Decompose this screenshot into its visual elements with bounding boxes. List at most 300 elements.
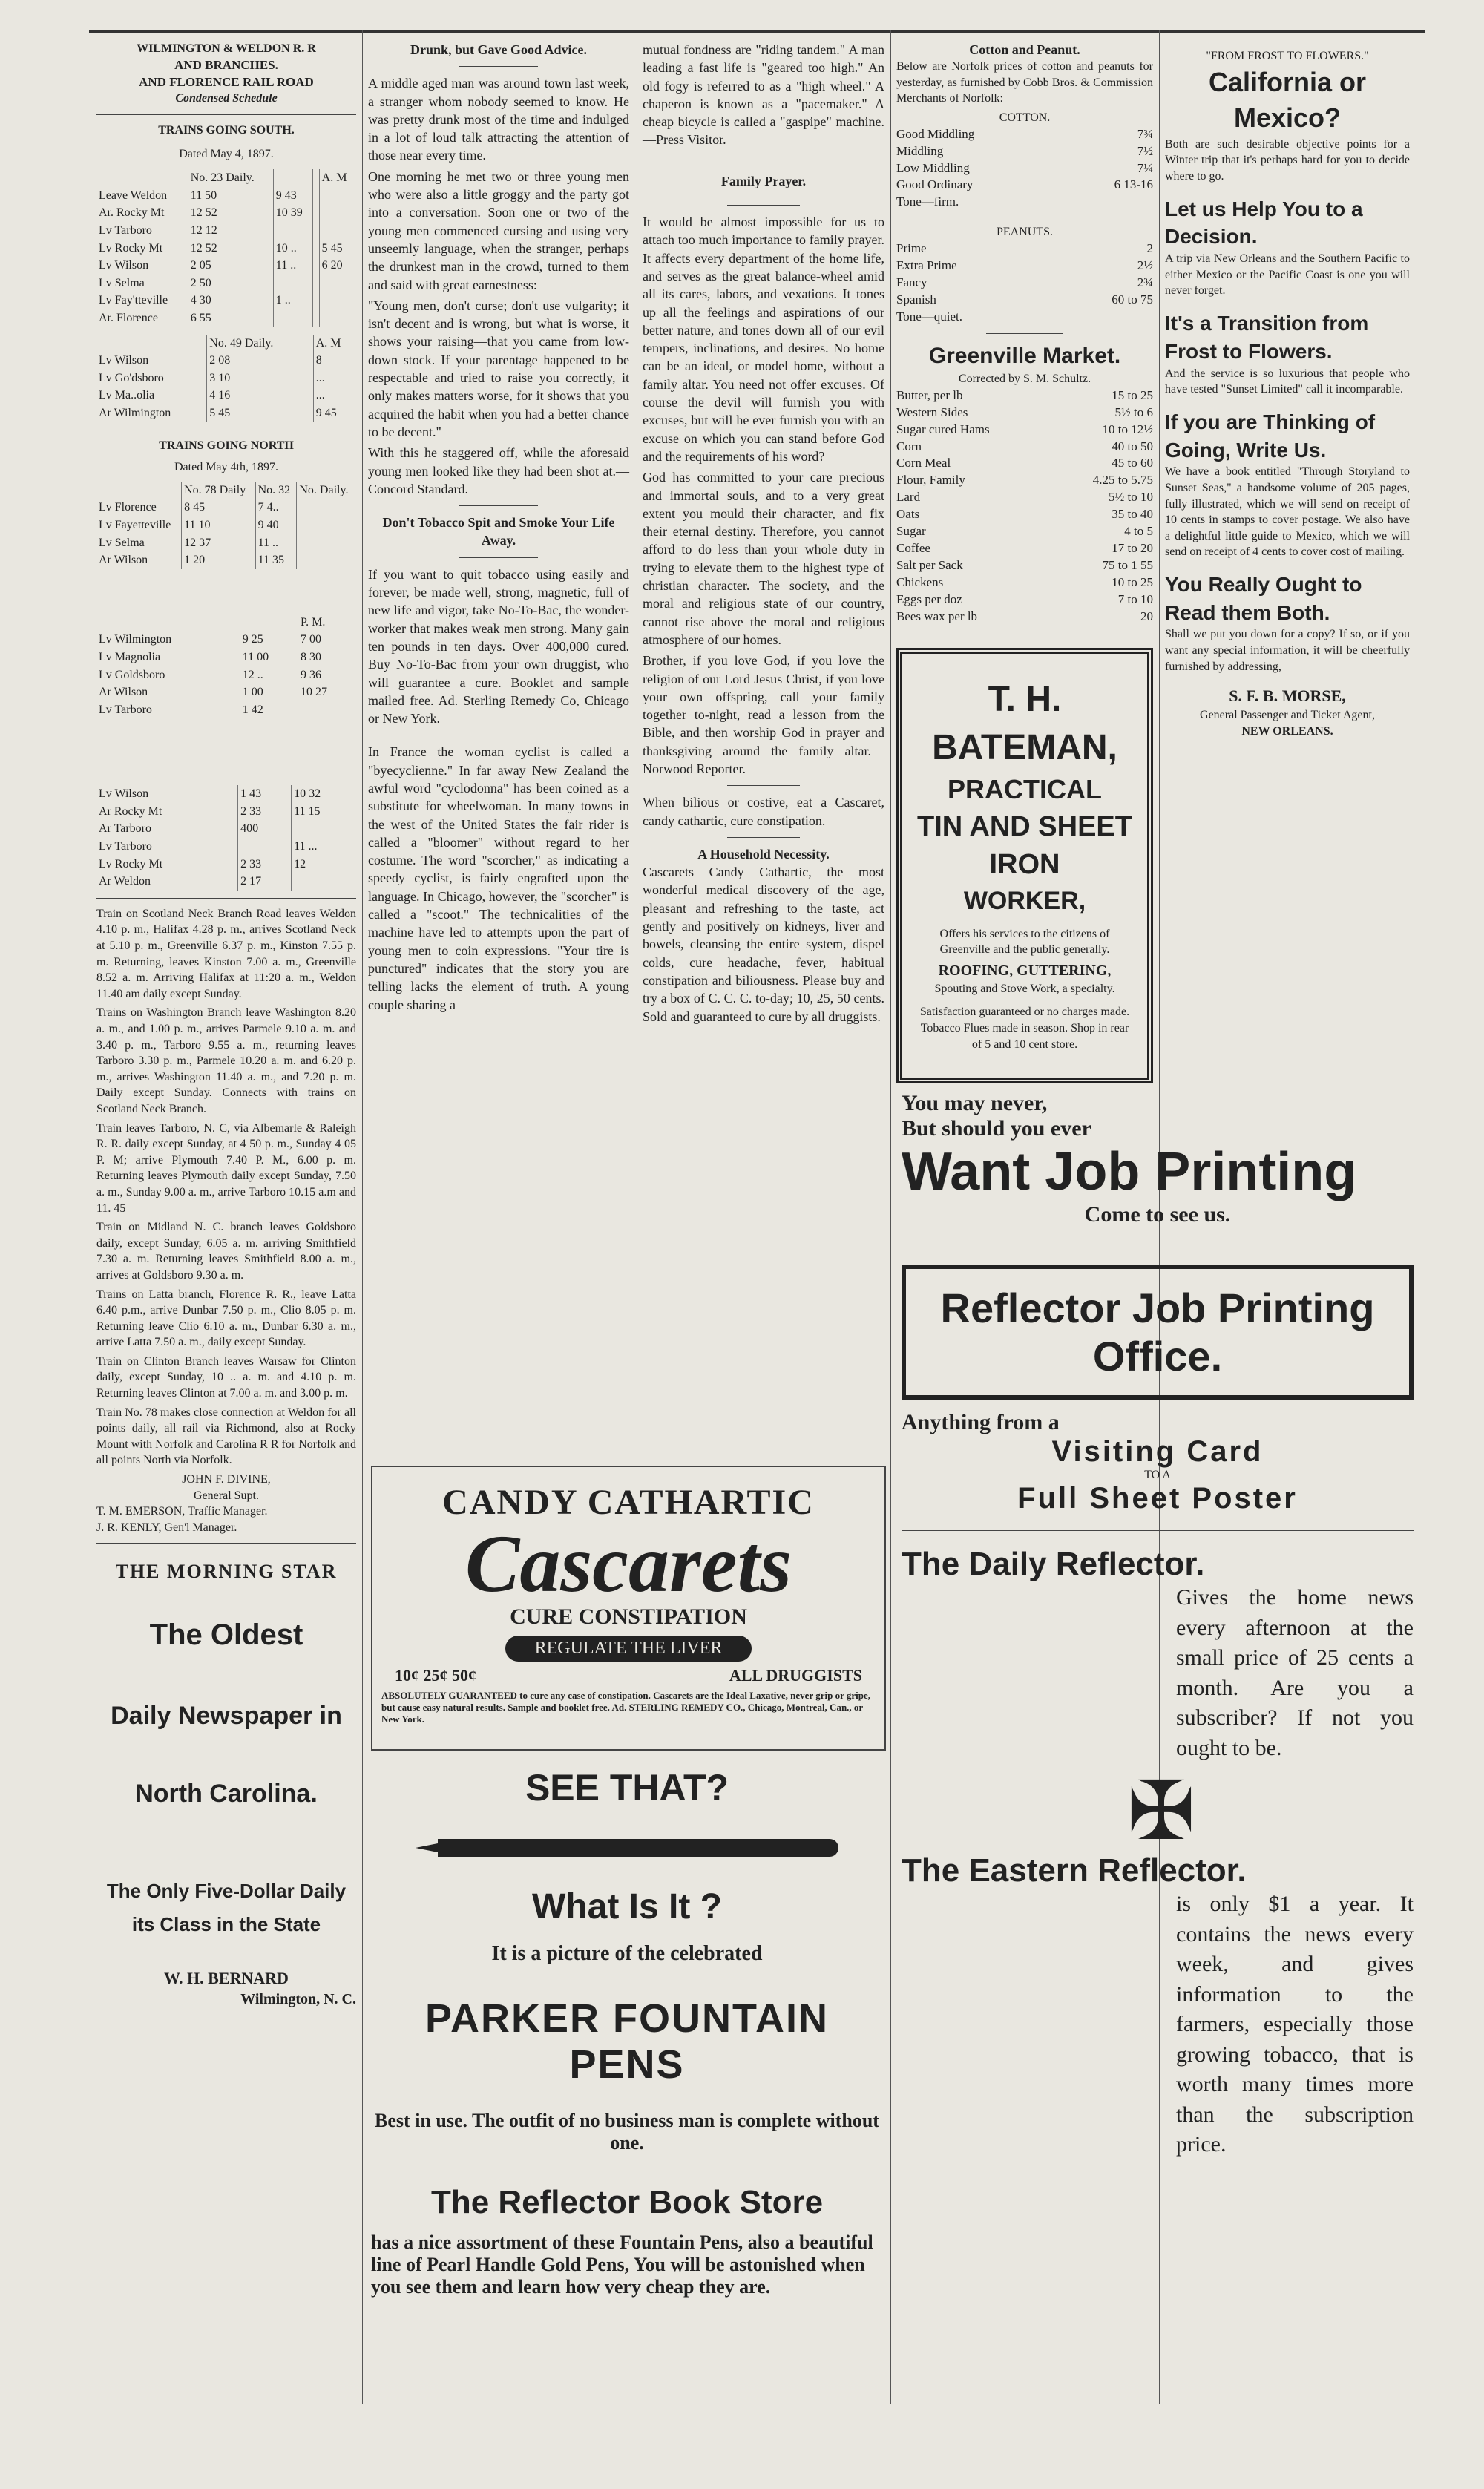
article-paragraph: God has committed to your care precious and immortal souls, and to a very great extent you mould their character, and fix their eternal destiny. Therefore, you cannot afford to do less than your whole duty in trying to elevate them to the highest type of christian character. The society, and the moral and religious state of our country, cannot rise above the moral and religious atmosphere of our homes.	[643, 470, 884, 647]
table-cell: Lv Ma..olia	[99, 389, 155, 402]
rail-para: Train on Midland N. C. branch leaves Goldsboro daily, except Sunday, 6.05 a. m. arriving Smithfield 7.30 a. m. Returning leaves Smithfield 8.00 a. m., arrives at Goldsboro 9.30 a. m.	[96, 1221, 356, 1282]
table-cell	[319, 309, 356, 327]
article-paragraph: mutual fondness are "riding tandem." A man leading a fast life is "geared too high." An old fogy is referred to as a "high wheel." A chaperon is known as a "pacemaker." A cheap bicycle is called a "gaspipe" machine.—Press Visitor.	[643, 42, 884, 148]
parker-name: PARKER FOUNTAIN PENS	[425, 1996, 829, 2087]
job-poster: Full Sheet Poster	[1017, 1482, 1298, 1515]
table-row	[96, 370, 356, 387]
table-cell: 9 40	[255, 517, 297, 534]
job-line: You may never,	[902, 1091, 1048, 1115]
table-cell: 4 30	[188, 292, 273, 309]
table-row	[96, 551, 356, 569]
table-cell: 1 42	[240, 701, 298, 719]
item-label: Western Sides	[896, 404, 968, 419]
table-cell: 12 ..	[240, 666, 298, 684]
list-item	[896, 292, 1153, 309]
parker-body: has a nice assortment of these Fountain Pens, also a beautiful line of Pearl Handle Gold Pens, You will be astonished when you see them and learn how very cheap they are.	[371, 2231, 873, 2298]
daily-text: Gives the home news every afternoon at the small price of 25 cents a month. Are you a subscriber? If not you ought to be.	[1176, 1585, 1414, 1760]
table-cell: 11 ..	[273, 257, 312, 275]
table-row	[96, 614, 356, 632]
item-value: 60 to 75	[1112, 292, 1153, 306]
list-item	[896, 143, 1153, 160]
article-paragraph: It would be almost impossible for us to attach too much importance to family prayer. It affects every department of the home life, and serves as the great balance-wheel amid all its cares, labors, and vexations. It tones up all the feelings and aspirations of our better nature, and tones down all of our evil tempers, inclinations, and desires. No home can be an ideal, or model home, without a family altar. You need not offer excuses. Of course the devil will furnish you with excuses, but will he ever furnish you with an excuse on which you can stand before God and the requirements of his word?	[643, 214, 884, 464]
eastern-title: The Eastern Reflector.	[902, 1852, 1247, 1889]
table-row	[96, 683, 356, 701]
table-cell: No. 23 Daily.	[188, 169, 273, 187]
item-label: Oats	[896, 507, 920, 522]
table-cell: Ar Wilmington	[99, 406, 171, 419]
table-cell: 9 43	[273, 187, 312, 205]
table-cell	[312, 240, 319, 258]
sp-para: We have a book entitled "Through Storyland to Sunset Seas," a handsome volume of 205 pages, fully illustrated, which we will send on receipt of 10 cents in stamps to cover postage. We also have a delightful little guide to Mexico, which we will send on receipt of 4 cents to cover cost of mailing.	[1165, 465, 1410, 559]
article-paragraph: Cascarets Candy Cathartic, the most wonderful medical discovery of the age, pleasant and refreshing to the taste, act gently and positively on kidneys, liver and bowels, cleansing the entire system, dispel colds, cure headache, fever, habitual constipation and biliousness. Please buy and try a box of C. C. C. to-day; 10, 25, 50 cents. Sold and guaranteed to cure by all druggists.	[643, 865, 884, 1024]
table-cell: Lv Wilmington	[99, 633, 172, 646]
table-cell: Ar Wilson	[99, 554, 148, 567]
table-cell: 12 52	[188, 240, 273, 258]
list-item	[896, 258, 1153, 275]
ornament-icon: ✠	[1126, 1766, 1189, 1857]
item-value: 35 to 40	[1112, 507, 1153, 522]
item-value: 4 to 5	[1124, 524, 1153, 539]
eastern-text: is only $1 a year. It contains the news every week, and gives information to the farmers, especially those growing tobacco, that is worth many times more than the subscription price.	[1176, 1892, 1414, 2157]
table-cell: Ar Tarboro	[99, 822, 152, 836]
table-cell: 9 36	[298, 666, 356, 684]
table-row	[96, 517, 356, 534]
table-row	[96, 873, 356, 891]
table-cell: 8 45	[182, 499, 255, 517]
table-cell	[273, 275, 312, 292]
rail-title-2: AND BRANCHES.	[174, 57, 278, 72]
table-cell: Lv Tarboro	[99, 840, 152, 853]
item-label: Lard	[896, 490, 921, 505]
south-table	[96, 169, 356, 327]
table-cell	[306, 335, 313, 352]
sp-title: California or Mexico?	[1208, 66, 1367, 134]
column-2	[368, 41, 629, 1017]
item-value: 17 to 20	[1112, 541, 1153, 556]
table-row	[96, 785, 356, 803]
table-cell: 11 ..	[255, 534, 297, 552]
column-rule	[890, 30, 891, 2404]
table-cell	[96, 169, 188, 187]
list-item	[896, 387, 1153, 404]
south-heading: TRAINS GOING SOUTH.	[158, 124, 295, 137]
table-cell: 2 50	[188, 275, 273, 292]
column-rule	[362, 30, 363, 2404]
table-row	[96, 169, 356, 187]
table-cell: 10 ..	[273, 240, 312, 258]
sp-heading: You Really Ought to Read them Both.	[1165, 572, 1362, 624]
table-cell: 11 15	[292, 803, 356, 821]
table-row	[96, 187, 356, 205]
table-cell: Lv Florence	[99, 501, 157, 514]
table-cell: 12 52	[188, 204, 273, 222]
item-label: Extra Prime	[896, 258, 957, 272]
table-cell: Lv Tarboro	[99, 703, 152, 716]
item-label: Flour, Family	[896, 473, 965, 488]
list-item	[896, 540, 1153, 557]
item-value: 5½ to 10	[1109, 490, 1153, 505]
item-label: Sugar cured Hams	[896, 422, 990, 436]
rail-para: Train leaves Tarboro, N. C, via Albemarle & Raleigh R. R. daily except Sunday, at 4 50 p. m., Sunday 4 05 P. M; arrive Plymouth 7.40 P. M., 6.00 p. m. Returning leaves Plymouth daily except Sunday, 7.50 a. m., Sunday 9.00 a. m., arrive Tarboro 10.15 a.m and 11. 45	[96, 1121, 356, 1215]
item-value: 75 to 1 55	[1102, 558, 1153, 573]
table-cell: 8 30	[298, 649, 356, 666]
table-cell: 5 45	[207, 404, 306, 422]
table-cell: No. Daily.	[297, 482, 356, 499]
item-label: Corn Meal	[896, 456, 951, 470]
article-paragraph: If you want to quit tobacco using easily and forever, be made well, strong, magnetic, full of new life and vigor, take No-To-Bac, the wonder-worker that makes weak men strong. Many gain ten pounds in ten days. Over 400,000 cured. Buy No-To-Bac from your own druggist, who will guarantee a cure. Booklet and sample mailed free. Ad. Sterling Remedy Co, Chicago or New York.	[368, 566, 629, 727]
star-line: W. H. BERNARD	[164, 1969, 289, 1988]
table-cell: 6 20	[319, 257, 356, 275]
table-row	[96, 404, 356, 422]
job-office: Reflector Job Printing Office.	[902, 1265, 1414, 1400]
table-cell: 2 33	[238, 856, 292, 873]
table-cell	[319, 275, 356, 292]
railroad-column	[96, 41, 356, 2010]
parker-best: Best in use. The outfit of no business man is complete without one.	[375, 2110, 879, 2154]
rail-title-3: AND FLORENCE RAIL ROAD	[139, 74, 314, 89]
table-cell	[297, 534, 356, 552]
north-table	[96, 482, 356, 569]
rail-signature: J. R. KENLY, Gen'l Manager.	[96, 1521, 237, 1534]
item-value: 7½	[1137, 143, 1153, 158]
table-cell	[273, 169, 312, 187]
table-cell	[292, 820, 356, 838]
table-cell	[312, 275, 319, 292]
item-label: Prime	[896, 240, 927, 255]
list-item	[896, 489, 1153, 506]
list-item	[896, 194, 1153, 211]
item-value: 2	[1146, 240, 1153, 255]
item-label: Coffee	[896, 541, 930, 556]
list-item	[896, 275, 1153, 292]
peanut-label: PEANUTS.	[996, 226, 1053, 239]
table-cell	[306, 370, 313, 387]
star-line: The Oldest	[149, 1618, 303, 1651]
table-cell	[96, 482, 182, 499]
sp-para: A trip via New Orleans and the Southern Pacific to either Mexico or the Pacific Coast is one you will never forget.	[1165, 252, 1410, 298]
article-paragraph: "Young men, don't curse; don't use vulgarity; it isn't decent and is wrong, but what is worse, it shows your raising—that you came from low-down stock. If your parentage happened to be respectable and tried to raise you correctly, it only makes matters worse, for it shows that you acquired the habit when you had a better chance to be decent."	[368, 298, 629, 439]
item-label: Middling	[896, 143, 944, 158]
rail-signature: JOHN F. DIVINE,	[182, 1473, 271, 1486]
table-cell: Lv Magnolia	[99, 650, 161, 663]
list-item	[896, 309, 1153, 326]
cascarets-prices: 10¢ 25¢ 50¢	[395, 1666, 476, 1685]
table-cell: 12 37	[182, 534, 255, 552]
table-cell: 8	[313, 352, 356, 370]
table-cell: ...	[313, 387, 356, 404]
table-cell: Ar. Florence	[99, 312, 158, 324]
sp-para: Shall we put you down for a copy? If so, or if you want any special information, it will be cheerfully furnished by addressing,	[1165, 628, 1410, 673]
table-cell: 10 39	[273, 204, 312, 222]
table-cell	[319, 292, 356, 309]
cotton-label: COTTON.	[999, 111, 1051, 125]
table-cell: 11 00	[240, 649, 298, 666]
table-cell: Ar Weldon	[99, 875, 151, 888]
rail-para: Trains on Washington Branch leave Washington 8.20 a. m., and 1.00 p. m., arrives Parmele 9.10 a. m. and 3.40 p. m., Tarboro 9.55 a. m., returning leaves Tarboro 3.30 p. m., Parmele 10.20 a. m. and 6.20 p. m., arrives Washington 11.40 a. m., and 7.20 p. m. Daily except Sunday. Connects with trains on Scotland Neck Branch.	[96, 1006, 356, 1115]
list-item	[896, 557, 1153, 574]
table-cell: 10 32	[292, 785, 356, 803]
sp-heading: Let us Help You to a Decision.	[1165, 197, 1363, 249]
north-heading: TRAINS GOING NORTH	[159, 439, 294, 452]
cascarets-all: ALL DRUGGISTS	[729, 1666, 862, 1685]
table-row	[96, 292, 356, 309]
table-cell: 7 4..	[255, 499, 297, 517]
table-cell	[306, 404, 313, 422]
star-title: THE MORNING STAR	[115, 1561, 338, 1583]
item-label: Corn	[896, 439, 922, 453]
table-cell: ...	[313, 370, 356, 387]
item-value: 15 to 25	[1112, 387, 1153, 402]
bateman-line: Offers his services to the citizens of Greenville and the public generally.	[939, 927, 1110, 957]
article-paragraph: When bilious or costive, eat a Cascaret, candy cathartic, cure constipation.	[643, 795, 884, 828]
table-cell: Ar. Rocky Mt	[99, 206, 165, 220]
parker-see: SEE THAT?	[525, 1767, 729, 1808]
job-line: Anything from a	[902, 1410, 1060, 1434]
item-label: Tone—firm.	[896, 194, 959, 209]
sp-heading: It's a Transition from Frost to Flowers.	[1165, 311, 1369, 363]
table-cell	[96, 335, 207, 352]
table-cell: Lv Rocky Mt	[99, 241, 163, 255]
list-item	[896, 422, 1153, 439]
table-row	[96, 240, 356, 258]
table-row	[96, 820, 356, 838]
item-value: 6 13-16	[1114, 177, 1153, 192]
table-cell	[273, 309, 312, 327]
daily-title: The Daily Reflector.	[902, 1546, 1205, 1582]
table-cell	[96, 614, 240, 632]
cascarets-cure: CURE CONSTIPATION	[510, 1604, 747, 1629]
south-table-2	[96, 335, 356, 422]
table-cell: 12 12	[188, 222, 273, 240]
cotton-title: Cotton and Peanut.	[969, 42, 1080, 57]
item-label: Bees wax per lb	[896, 609, 978, 623]
article-paragraph: One morning he met two or three young men who were also a little groggy and the party got into a conversation. Soon one or two of the young men commenced cursing and using very unseemly language, when the stranger, perhaps the drunkest man in the crowd, turned to them and said with great earnestness:	[368, 168, 629, 292]
star-line: North Carolina.	[135, 1780, 318, 1808]
rail-signature: T. M. EMERSON, Traffic Manager.	[96, 1505, 268, 1518]
bateman-line: T. H. BATEMAN,	[932, 679, 1117, 767]
table-cell: No. 49 Daily.	[207, 335, 306, 352]
market-sub: Corrected by S. M. Schultz.	[958, 373, 1091, 386]
table-cell: Lv Goldsboro	[99, 668, 165, 681]
bateman-line: PRACTICAL	[948, 774, 1102, 805]
cotton-rows	[896, 126, 1153, 211]
parker-ad	[371, 1759, 883, 2352]
table-cell: Lv Go'dsboro	[99, 371, 164, 384]
item-value: 45 to 60	[1112, 456, 1153, 470]
table-row	[96, 482, 356, 499]
bateman-line: WORKER,	[963, 886, 1086, 915]
table-cell: Lv Wilson	[99, 259, 149, 272]
table-row	[96, 534, 356, 552]
table-cell	[306, 387, 313, 404]
table-cell: 1 ..	[273, 292, 312, 309]
item-value: 7 to 10	[1117, 591, 1153, 606]
table-cell	[292, 873, 356, 891]
star-line: Daily Newspaper in	[111, 1701, 342, 1730]
table-cell: Lv Tarboro	[99, 224, 152, 237]
table-cell: 2 05	[188, 257, 273, 275]
table-row	[96, 701, 356, 719]
item-label: Butter, per lb	[896, 387, 963, 402]
article-headline: Drunk, but Gave Good Advice.	[410, 42, 588, 57]
table-cell: Lv Rocky Mt	[99, 857, 163, 870]
rail-signature: General Supt.	[194, 1489, 259, 1502]
table-cell: 5 45	[319, 240, 356, 258]
table-cell: Lv Fay'tteville	[99, 294, 168, 307]
table-cell: 6 55	[188, 309, 273, 327]
item-value: 10 to 25	[1112, 575, 1153, 590]
item-label: Good Middling	[896, 126, 975, 141]
article-paragraph: With this he staggered off, while the aforesaid young men looked like they had been shot at.—Concord Standard.	[368, 445, 629, 496]
market-title: Greenville Market.	[928, 343, 1121, 368]
table-row	[96, 352, 356, 370]
column-3	[643, 41, 884, 1029]
item-value: 2¾	[1137, 275, 1153, 289]
list-item	[896, 472, 1153, 489]
bateman-line: Spouting and Stove Work, a specialty.	[934, 982, 1115, 995]
table-cell: 12	[292, 856, 356, 873]
table-row	[96, 666, 356, 684]
table-cell: Lv Selma	[99, 276, 145, 289]
table-cell	[312, 257, 319, 275]
item-label: Fancy	[896, 275, 928, 289]
table-cell: 11 10	[182, 517, 255, 534]
item-value: 2½	[1137, 258, 1153, 272]
table-cell: 11 ...	[292, 838, 356, 856]
table-cell: 1 00	[240, 683, 298, 701]
table-cell	[297, 551, 356, 569]
table-cell: 3 10	[207, 370, 306, 387]
list-item	[896, 160, 1153, 177]
table-cell	[312, 204, 319, 222]
table-row	[96, 803, 356, 821]
table-cell: Leave Weldon	[99, 188, 168, 202]
table-cell: 7 00	[298, 631, 356, 649]
table-cell	[273, 222, 312, 240]
item-label: Salt per Sack	[896, 558, 963, 573]
table-row	[96, 257, 356, 275]
table-cell	[312, 222, 319, 240]
item-value: 10 to 12½	[1102, 422, 1153, 436]
item-label: Spanish	[896, 292, 936, 306]
table-cell	[312, 292, 319, 309]
peanut-rows	[896, 240, 1153, 326]
table-row	[96, 499, 356, 517]
list-item	[896, 455, 1153, 472]
job-visiting: Visiting Card	[1051, 1435, 1264, 1468]
job-big: Want Job Printing	[902, 1142, 1357, 1201]
table-cell: Lv Fayetteville	[99, 518, 171, 531]
bateman-ad	[896, 648, 1153, 1083]
table-cell: 2 33	[238, 803, 292, 821]
article-headline: Don't Tobacco Spit and Smoke Your Life Away.	[382, 515, 615, 548]
job-to: TO A	[1144, 1469, 1171, 1481]
cascarets-regulate: REGULATE THE LIVER	[505, 1636, 752, 1662]
sp-para: And the service is so luxurious that people who have tested "Sunset Limited" call it incomparable.	[1165, 367, 1410, 396]
top-rule	[89, 30, 1425, 33]
list-item	[896, 177, 1153, 194]
article-headline: A Household Necessity.	[697, 846, 830, 862]
cascarets-guarantee: ABSOLUTELY GUARANTEED to cure any case of constipation. Cascarets are the Ideal Laxative, never grip or gripe, but cause easy natural results. Sample and booklet free. Ad. STERLING REMEDY CO., Chicago, Montreal, Can., or New York.	[381, 1690, 871, 1725]
table-cell	[312, 187, 319, 205]
parker-store: The Reflector Book Store	[430, 2184, 824, 2220]
table-cell: 2 17	[238, 873, 292, 891]
table-cell: 4 16	[207, 387, 306, 404]
job-printing-ad	[902, 1091, 1414, 2160]
article-paragraph: In France the woman cyclist is called a "byecyclienne." In far away New Zealand the awful word "cyclodonna" has been coined as a substitute for wheelwoman. In many towns in the west of the United States the fair rider is called a "bloomer" without regard to her costume. The word "scorcher," as indicating a speedy cyclist, is fairly engrafted upon the language. In Chicago, however, the "scorcher" is called a "scoot." The technicalities of the machine have led to attempts upon the part of young men to coin expressions. "Your tire is punctured" indicates that the story you are telling lacks the element of truth. A young couple sharing a	[368, 744, 629, 1012]
item-label: Eggs per doz	[896, 591, 962, 606]
table-cell	[238, 838, 292, 856]
table-cell	[297, 499, 356, 517]
table-cell: 1 20	[182, 551, 255, 569]
table-cell: A. M	[319, 169, 356, 187]
market-rows	[896, 387, 1153, 626]
rail-subtitle: Condensed Schedule	[175, 92, 278, 105]
cascarets-top: CANDY CATHARTIC	[442, 1483, 815, 1522]
table-cell: Lv Selma	[99, 536, 145, 549]
star-line: its Class in the State	[131, 1913, 321, 1936]
rail-para: Train on Scotland Neck Branch Road leaves Weldon 4.10 p. m., Halifax 4.28 p. m., arrives Scotland Neck at 5.10 p. m., Greenville 6.37 p. m., Kinston 7.55 p. m. Returning, leaves Kinston 7.00 a. m., Greenville 8.52 a. m. Arriving Halifax at 11:20 a. m., Weldon 11.40 am daily except Sunday.	[96, 907, 356, 1000]
list-item	[896, 506, 1153, 523]
table-cell: 2 08	[207, 352, 306, 370]
table-cell: No. 32	[255, 482, 297, 499]
sp-tag: "FROM FROST TO FLOWERS."	[1206, 50, 1369, 62]
star-line: The Only Five-Dollar Daily	[106, 1880, 347, 1903]
table-cell: 1 43	[238, 785, 292, 803]
table-row	[96, 387, 356, 404]
list-item	[896, 523, 1153, 540]
table-cell: 11 50	[188, 187, 273, 205]
table-cell: Ar Rocky Mt	[99, 804, 162, 818]
table-cell	[319, 222, 356, 240]
table-cell	[319, 187, 356, 205]
north-table-3	[96, 785, 356, 891]
item-label: Tone—quiet.	[896, 309, 962, 324]
table-cell: 10 27	[298, 683, 356, 701]
item-value: 40 to 50	[1112, 439, 1153, 453]
table-cell: No. 78 Daily	[182, 482, 255, 499]
sp-signature: General Passenger and Ticket Agent,	[1200, 708, 1375, 721]
column-4	[896, 41, 1153, 1089]
item-value: 4.25 to 5.75	[1092, 473, 1153, 488]
item-value: 7¼	[1137, 160, 1153, 175]
table-cell: Lv Wilson	[99, 354, 149, 367]
rail-para: Train No. 78 makes close connection at Weldon for all points daily, all rail via Richmond, also at Rocky Mount with Norfolk and Carolina R R for Norfolk and all points North via Norfolk.	[96, 1406, 356, 1467]
parker-picture: It is a picture of the celebrated	[491, 1942, 763, 1965]
cascarets-ad	[371, 1466, 886, 1751]
cascarets-brand: Cascarets	[465, 1518, 792, 1609]
parker-what: What Is It ?	[532, 1887, 722, 1926]
article-headline: Family Prayer.	[720, 173, 807, 188]
list-item	[896, 609, 1153, 626]
article-paragraph: A middle aged man was around town last week, a stranger whom nobody seemed to know. He was pretty drunk most of the time and indulged in a lot of loud talk attracting the attention of those near every time.	[368, 76, 629, 163]
table-row	[96, 856, 356, 873]
sp-signature: NEW ORLEANS.	[1241, 724, 1333, 738]
job-come: Come to see us.	[1084, 1202, 1231, 1227]
item-label: Chickens	[896, 575, 944, 590]
table-cell: 9 45	[313, 404, 356, 422]
list-item	[896, 240, 1153, 258]
south-dated: Dated May 4, 1897.	[179, 147, 274, 160]
item-label: Low Middling	[896, 160, 970, 175]
cotton-intro: Below are Norfolk prices of cotton and peanuts for yesterday, as furnished by Cobb Bros. & Commission Merchants of Norfolk:	[896, 60, 1153, 105]
list-item	[896, 574, 1153, 591]
article-paragraph: Brother, if you love God, if you love the religion of our Lord Jesus Christ, if you love your own offspring, call your family together to-night, read a lesson from the Bible, and then worship God in prayer and thanksgiving around the family altar.—Norwood Reporter.	[643, 653, 884, 776]
table-cell: Lv Wilson	[99, 787, 149, 801]
table-cell	[312, 309, 319, 327]
table-row	[96, 204, 356, 222]
table-row	[96, 335, 356, 352]
